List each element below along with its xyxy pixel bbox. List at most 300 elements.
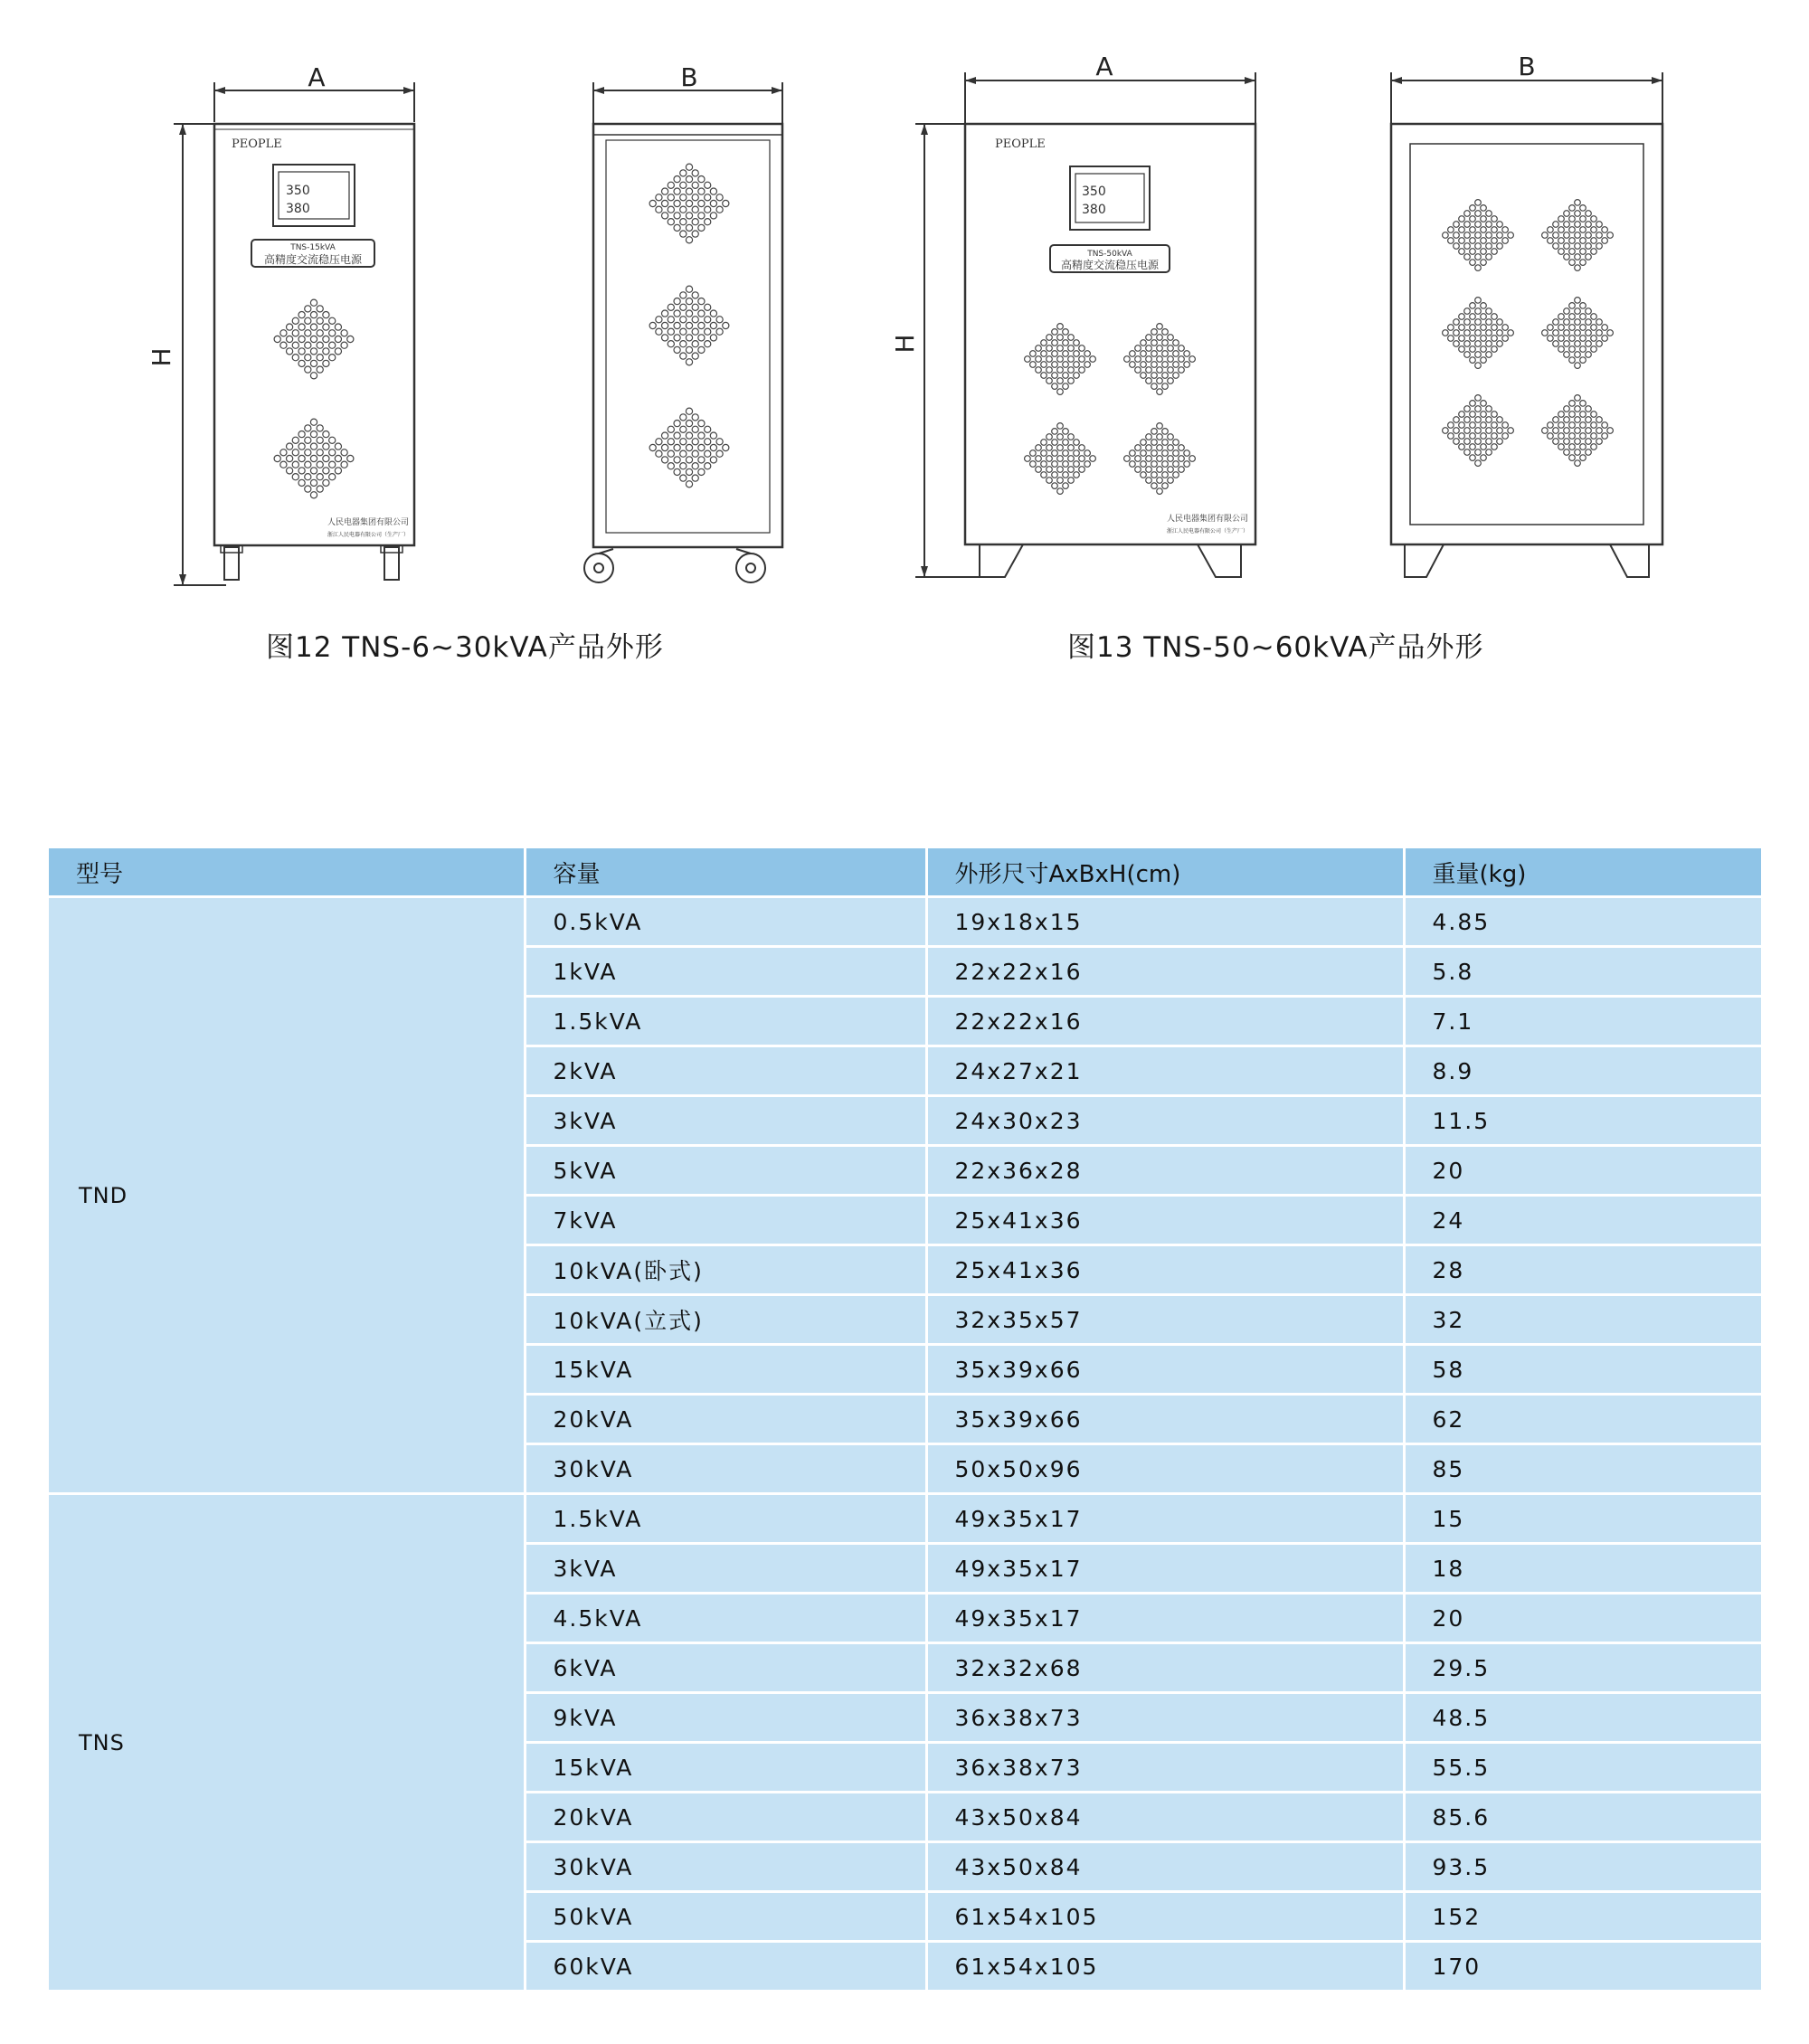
- vent-hole: [1459, 412, 1465, 418]
- vent-hole: [692, 219, 698, 225]
- vent-hole: [1481, 260, 1487, 266]
- vent-hole: [1173, 362, 1179, 368]
- vent-hole: [1497, 222, 1503, 228]
- vent-hole: [1168, 478, 1174, 484]
- vent-hole: [335, 348, 341, 355]
- vent-hole: [1030, 450, 1037, 457]
- vent-hole: [317, 342, 323, 348]
- vent-hole: [1157, 488, 1163, 495]
- size-cell: 25x41x36: [926, 1245, 1404, 1295]
- vent-hole: [1157, 378, 1163, 384]
- vent-hole: [1569, 260, 1576, 266]
- vent-hole: [698, 188, 705, 194]
- vent-hole: [1558, 412, 1565, 418]
- vent-hole: [1074, 340, 1080, 346]
- capacity-cell: 0.5kVA: [525, 897, 926, 947]
- vent-hole: [1168, 378, 1174, 384]
- vent-hole: [1502, 422, 1509, 429]
- vent-hole: [1558, 216, 1565, 222]
- vent-hole: [716, 328, 723, 335]
- vent-hole: [1157, 467, 1163, 473]
- vent-hole: [1079, 345, 1085, 352]
- vent-hole: [1481, 205, 1487, 212]
- vent-hole: [1130, 461, 1136, 468]
- size-cell: 22x22x16: [926, 947, 1404, 997]
- vent-hole: [1052, 373, 1058, 379]
- vent-hole: [298, 336, 305, 342]
- vent-hole: [1486, 211, 1492, 217]
- vent-hole: [1575, 308, 1581, 315]
- weight-cell: 62: [1404, 1395, 1761, 1444]
- vent-hole: [1041, 373, 1047, 379]
- vent-hole: [317, 317, 323, 324]
- model-plate-label: TNS-15kVA: [290, 243, 336, 252]
- vent-hole: [705, 304, 711, 310]
- vent-hole: [298, 431, 305, 438]
- maker-name: 人民电器集团有限公司: [327, 518, 409, 527]
- vent-hole: [1569, 444, 1576, 450]
- vent-hole: [1454, 341, 1460, 347]
- vent-hole: [1475, 254, 1482, 260]
- vent-hole: [1591, 422, 1597, 429]
- vent-hole: [686, 408, 692, 414]
- vent-hole: [656, 317, 662, 323]
- vent-hole: [335, 336, 341, 342]
- vent-hole: [292, 449, 298, 456]
- vent-hole: [310, 431, 317, 438]
- size-cell: 61x54x105: [926, 1892, 1404, 1942]
- vent-hole: [1580, 346, 1586, 353]
- vent-hole: [1580, 455, 1586, 461]
- vent-hole: [1047, 335, 1053, 341]
- vent-hole: [1057, 378, 1064, 384]
- vent-hole: [1068, 367, 1075, 374]
- vent-hole: [323, 479, 329, 486]
- vent-hole: [686, 200, 692, 206]
- vent-hole: [323, 455, 329, 461]
- vent-hole: [1475, 330, 1482, 336]
- vent-hole: [1508, 428, 1514, 434]
- vent-hole: [1591, 336, 1597, 342]
- dim-h-label: H: [890, 334, 920, 354]
- weight-cell: 170: [1404, 1942, 1761, 1992]
- vent-hole: [1052, 383, 1058, 390]
- capacity-cell: 1kVA: [525, 947, 926, 997]
- vent-hole: [692, 182, 698, 188]
- vent-hole: [1047, 456, 1053, 462]
- vent-hole: [287, 324, 293, 330]
- vent-hole: [662, 310, 668, 317]
- weight-cell: 85: [1404, 1444, 1761, 1494]
- vent-hole: [1602, 238, 1608, 244]
- vent-hole: [1558, 444, 1565, 450]
- vent-hole: [692, 353, 698, 359]
- vent-hole: [298, 468, 305, 474]
- vent-hole: [692, 292, 698, 298]
- vent-hole: [1553, 330, 1559, 336]
- capacity-cell: 30kVA: [525, 1842, 926, 1892]
- vent-hole: [1047, 434, 1053, 440]
- vent-hole: [674, 224, 680, 231]
- vent-hole: [1580, 303, 1586, 309]
- vent-hole: [305, 449, 311, 456]
- vent-hole: [710, 444, 716, 450]
- vent-hole: [1470, 325, 1476, 331]
- vent-hole: [1146, 367, 1152, 374]
- vent-hole: [1481, 336, 1487, 342]
- vent-hole: [1470, 249, 1476, 255]
- vent-hole: [1497, 330, 1503, 336]
- vent-hole: [1068, 335, 1075, 341]
- vent-hole: [1553, 232, 1559, 239]
- vent-hole: [341, 330, 347, 336]
- vent-hole: [692, 426, 698, 432]
- vent-hole: [1470, 205, 1476, 212]
- vent-hole: [662, 213, 668, 219]
- vent-hole: [1558, 336, 1565, 342]
- vent-hole: [329, 437, 336, 443]
- vent-hole: [317, 330, 323, 336]
- vent-hole: [305, 306, 311, 312]
- header-size: 外形尺寸AxBxH(cm): [926, 848, 1404, 897]
- vent-hole: [1564, 319, 1570, 326]
- vent-hole: [310, 348, 317, 355]
- vent-hole: [1586, 417, 1592, 423]
- vent-hole: [1486, 341, 1492, 347]
- vent-hole: [1470, 455, 1476, 461]
- vent-hole: [1068, 445, 1075, 451]
- vent-hole: [698, 213, 705, 219]
- vent-hole: [710, 335, 716, 341]
- vent-hole: [1443, 232, 1449, 239]
- vent-hole: [1580, 422, 1586, 429]
- vent-hole: [680, 206, 687, 213]
- vent-hole: [1569, 357, 1576, 364]
- vent-hole: [1548, 433, 1554, 440]
- vent-hole: [680, 353, 687, 359]
- capacity-cell: 60kVA: [525, 1942, 926, 1992]
- vent-hole: [1090, 356, 1096, 363]
- vent-hole: [1475, 428, 1482, 434]
- vent-hole: [1057, 345, 1064, 352]
- vent-hole: [1464, 352, 1471, 358]
- vent-hole: [1168, 445, 1174, 451]
- vent-hole: [1591, 314, 1597, 320]
- capacity-cell: 1.5kVA: [525, 1494, 926, 1544]
- weight-cell: 48.5: [1404, 1693, 1761, 1743]
- vent-hole: [1448, 433, 1454, 440]
- vent-hole: [1564, 211, 1570, 217]
- vent-hole: [1079, 367, 1085, 374]
- vent-hole: [1558, 346, 1565, 353]
- vent-hole: [1580, 401, 1586, 407]
- vent-hole: [1184, 461, 1190, 468]
- vent-hole: [1575, 254, 1581, 260]
- weight-cell: 20: [1404, 1594, 1761, 1643]
- vent-hole: [1591, 412, 1597, 418]
- vent-hole: [1047, 356, 1053, 363]
- vent-hole: [1492, 227, 1498, 233]
- vent-hole: [1475, 232, 1482, 239]
- size-cell: 43x50x84: [926, 1793, 1404, 1842]
- vent-hole: [1074, 440, 1080, 446]
- vent-hole: [1475, 222, 1482, 228]
- vent-hole: [1141, 373, 1147, 379]
- vent-hole: [1146, 478, 1152, 484]
- vent-hole: [680, 439, 687, 445]
- vent-hole: [305, 330, 311, 336]
- vent-hole: [668, 206, 674, 213]
- vent-hole: [1497, 319, 1503, 326]
- vent-hole: [686, 164, 692, 170]
- vent-hole: [1492, 238, 1498, 244]
- vent-hole: [1548, 422, 1554, 429]
- vent-hole: [1558, 422, 1565, 429]
- vent-hole: [329, 330, 336, 336]
- vent-hole: [1586, 439, 1592, 445]
- size-cell: 49x35x17: [926, 1494, 1404, 1544]
- vent-hole: [686, 432, 692, 439]
- display-voltage-1: 350: [1082, 185, 1106, 199]
- vent-hole: [1151, 351, 1158, 357]
- vent-hole: [1575, 319, 1581, 326]
- vent-hole: [1591, 346, 1597, 353]
- header-capacity: 容量: [525, 848, 926, 897]
- vent-hole: [323, 324, 329, 330]
- vent-hole: [686, 213, 692, 219]
- vent-hole: [1596, 222, 1603, 228]
- vent-hole: [1459, 336, 1465, 342]
- vent-hole: [1564, 330, 1570, 336]
- vent-hole: [668, 317, 674, 323]
- vent-hole: [1481, 249, 1487, 255]
- figure-12-drawing: [145, 50, 832, 610]
- vent-hole: [705, 219, 711, 225]
- vent-hole: [1030, 351, 1037, 357]
- vent-hole: [1591, 444, 1597, 450]
- vent-hole: [716, 317, 723, 323]
- vent-hole: [1575, 439, 1581, 445]
- dim-a-label: A: [308, 62, 326, 92]
- vent-hole: [710, 432, 716, 439]
- vent-hole: [698, 444, 705, 450]
- vent-hole: [1068, 356, 1075, 363]
- vent-hole: [1068, 378, 1075, 384]
- vent-hole: [1141, 362, 1147, 368]
- vent-hole: [1475, 406, 1482, 412]
- capacity-cell: 10kVA(立式): [525, 1295, 926, 1345]
- vent-hole: [1591, 249, 1597, 255]
- vent-hole: [1586, 428, 1592, 434]
- dim-h-label: H: [147, 347, 176, 367]
- vent-hole: [323, 312, 329, 318]
- vent-hole: [1162, 373, 1169, 379]
- vent-hole: [298, 455, 305, 461]
- vent-hole: [698, 468, 705, 475]
- vent-hole: [1036, 445, 1042, 451]
- vent-hole: [692, 414, 698, 421]
- vent-hole: [723, 200, 729, 206]
- vent-hole: [305, 461, 311, 468]
- size-cell: 22x36x28: [926, 1146, 1404, 1196]
- vent-hole: [317, 437, 323, 443]
- vent-hole: [341, 461, 347, 468]
- vent-hole: [341, 342, 347, 348]
- vent-hole: [1553, 319, 1559, 326]
- vent-hole: [1464, 222, 1471, 228]
- vent-hole: [1464, 243, 1471, 250]
- vent-hole: [649, 444, 656, 450]
- vent-hole: [317, 366, 323, 373]
- vent-hole: [1475, 395, 1482, 402]
- vent-hole: [674, 421, 680, 427]
- vent-hole: [1470, 433, 1476, 440]
- vent-hole: [1036, 467, 1042, 473]
- vent-hole: [1146, 467, 1152, 473]
- vent-hole: [1596, 417, 1603, 423]
- vent-hole: [1162, 340, 1169, 346]
- vent-hole: [1553, 417, 1559, 423]
- vent-hole: [1569, 325, 1576, 331]
- vent-hole: [1569, 346, 1576, 353]
- vent-hole: [1564, 308, 1570, 315]
- capacity-cell: 9kVA: [525, 1693, 926, 1743]
- vent-hole: [668, 450, 674, 457]
- vent-hole: [310, 373, 317, 379]
- vent-hole: [1475, 341, 1482, 347]
- weight-cell: 58: [1404, 1345, 1761, 1395]
- vent-hole: [1464, 319, 1471, 326]
- vent-hole: [1146, 445, 1152, 451]
- vent-hole: [1580, 205, 1586, 212]
- size-cell: 24x30x23: [926, 1096, 1404, 1146]
- vent-hole: [1063, 362, 1069, 368]
- vent-hole: [1057, 456, 1064, 462]
- vent-hole: [1052, 461, 1058, 468]
- vent-hole: [1068, 434, 1075, 440]
- vent-hole: [335, 468, 341, 474]
- vent-hole: [668, 426, 674, 432]
- vent-hole: [298, 348, 305, 355]
- vent-hole: [1497, 428, 1503, 434]
- vent-hole: [674, 457, 680, 463]
- vent-hole: [292, 437, 298, 443]
- vent-hole: [710, 457, 716, 463]
- weight-cell: 93.5: [1404, 1842, 1761, 1892]
- vent-hole: [662, 188, 668, 194]
- vent-hole: [329, 317, 336, 324]
- vent-hole: [1041, 450, 1047, 457]
- vent-hole: [1475, 211, 1482, 217]
- vent-hole: [668, 194, 674, 201]
- vent-hole: [1173, 461, 1179, 468]
- vent-hole: [1564, 406, 1570, 412]
- vent-hole: [1464, 439, 1471, 445]
- vent-hole: [1047, 445, 1053, 451]
- vent-hole: [317, 306, 323, 312]
- vent-hole: [1580, 216, 1586, 222]
- vent-hole: [1157, 335, 1163, 341]
- vent-hole: [1151, 483, 1158, 489]
- vent-hole: [1141, 450, 1147, 457]
- vent-hole: [292, 474, 298, 480]
- vent-hole: [1464, 428, 1471, 434]
- vent-hole: [1486, 439, 1492, 445]
- vent-hole: [1580, 314, 1586, 320]
- vent-hole: [1481, 422, 1487, 429]
- vent-hole: [1025, 456, 1031, 462]
- vent-hole: [1168, 367, 1174, 374]
- vent-hole: [1580, 433, 1586, 440]
- vent-hole: [1057, 467, 1064, 473]
- vent-hole: [1168, 467, 1174, 473]
- vent-hole: [1464, 211, 1471, 217]
- vent-hole: [1454, 232, 1460, 239]
- vent-hole: [1558, 433, 1565, 440]
- vent-hole: [692, 328, 698, 335]
- vent-hole-pattern: [1025, 200, 1614, 495]
- vent-hole: [1575, 330, 1581, 336]
- vent-hole: [1575, 265, 1581, 271]
- vent-hole: [1492, 412, 1498, 418]
- vent-hole: [1074, 472, 1080, 478]
- vent-hole: [317, 425, 323, 431]
- weight-cell: 15: [1404, 1494, 1761, 1544]
- vent-hole: [1575, 200, 1581, 206]
- vent-hole: [347, 336, 354, 342]
- vent-hole: [705, 194, 711, 201]
- vent-hole: [662, 457, 668, 463]
- vent-hole: [1141, 461, 1147, 468]
- vent-hole: [329, 342, 336, 348]
- vent-hole: [1492, 325, 1498, 331]
- vent-hole: [1502, 433, 1509, 440]
- size-cell: 35x39x66: [926, 1345, 1404, 1395]
- vent-hole: [1063, 383, 1069, 390]
- vent-hole: [1141, 440, 1147, 446]
- vent-hole: [1464, 417, 1471, 423]
- figure-13-caption: 图13 TNS-50~60kVA产品外形: [1067, 631, 1484, 664]
- vent-hole: [1074, 450, 1080, 457]
- vent-hole: [298, 443, 305, 449]
- vent-hole: [1586, 449, 1592, 456]
- vent-hole: [1553, 439, 1559, 445]
- vent-hole: [1591, 325, 1597, 331]
- vent-hole: [1586, 232, 1592, 239]
- vent-hole: [692, 475, 698, 481]
- size-cell: 35x39x66: [926, 1395, 1404, 1444]
- size-cell: 43x50x84: [926, 1842, 1404, 1892]
- vent-hole: [1470, 216, 1476, 222]
- vent-hole: [1184, 362, 1190, 368]
- vent-hole: [1548, 336, 1554, 342]
- vent-hole: [686, 335, 692, 341]
- vent-hole: [662, 322, 668, 328]
- vent-hole: [1492, 336, 1498, 342]
- vent-hole: [1168, 345, 1174, 352]
- vent-hole: [1464, 232, 1471, 239]
- vent-hole: [674, 432, 680, 439]
- vent-hole: [1162, 429, 1169, 435]
- vent-hole: [1063, 429, 1069, 435]
- vent-hole: [305, 342, 311, 348]
- vent-hole: [1575, 406, 1581, 412]
- vent-hole: [1586, 308, 1592, 315]
- dim-b-label: B: [1518, 52, 1536, 81]
- vent-hole: [1151, 329, 1158, 336]
- vent-hole: [1548, 238, 1554, 244]
- vent-hole-pattern: [274, 164, 729, 498]
